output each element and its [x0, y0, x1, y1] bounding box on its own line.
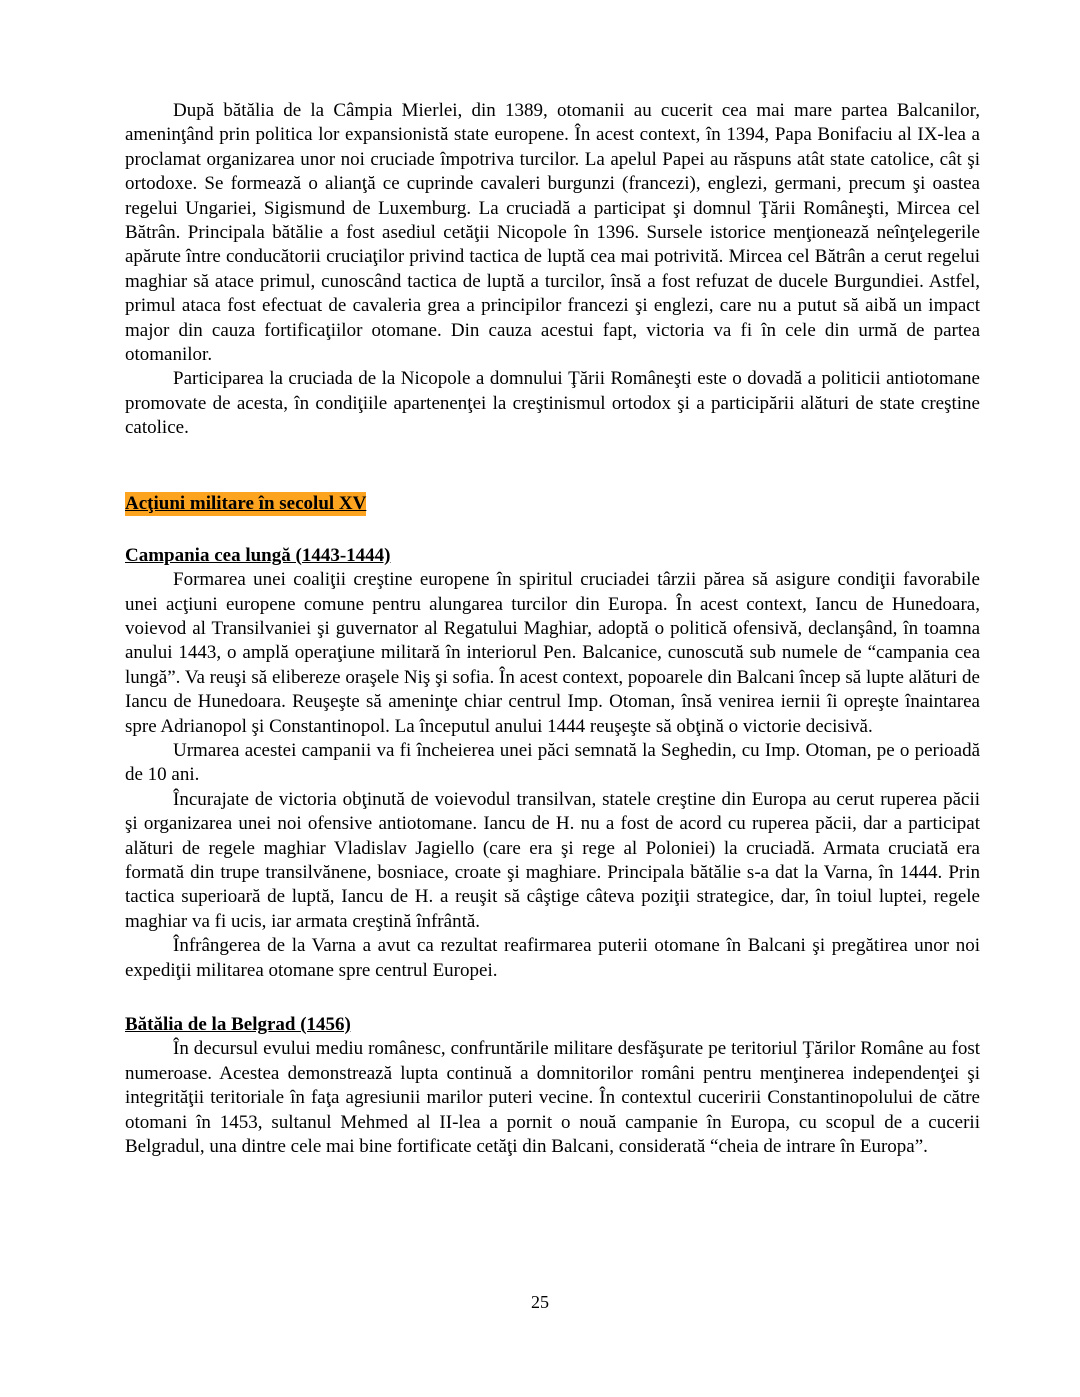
campaign-paragraph-3: Încurajate de victoria obţinută de voievodul transilvan, statele creştine din Europa au cerut ruperea păcii şi organizarea unei noi ofensive antiotomane. Iancu de H. nu a fost de acord cu ruperea păcii, dar a participat alături de regele maghiar Vladislav Jagiello (care era şi rege al Poloniei) la cruciadă. Armata cruciată era formată din trupe transilvănene, bosniace, croate şi maghiare. Principala bătălie s-a dat la Varna, în 1444. Prin tactica superioară de luptă, Iancu de H. a reuşit să câştige câteva poziţii strategice, dar, în toiul luptei, regele maghiar va fi ucis, iar armata creştină înfrântă. — [125, 788, 980, 932]
belgrade-paragraph-1: În decursul evului mediu românesc, confruntările militare desfăşurate pe teritoriul Ţărilor Române au fost numeroase. Acestea demonstrează lupta continuă a domnitorilor români pentru menţinerea independenţei şi integrităţii teritoriale în faţa agresiunii marilor puteri vecine. În contextul cuceririi Constantinopolului de către otomani în 1453, sultanul Mehmed al II-lea a pornit o nouă campanie în Europa, cu scopul de a cucerii Belgradul, una dintre cele mai bine fortificate cetăţi din Balcani, considerată “cheia de intrare în Europa”. — [125, 1038, 980, 1158]
belgrade-heading: Bătălia de la Belgrad (1456) — [125, 1014, 351, 1035]
campaign-paragraph-2: Urmarea acestei campanii va fi încheierea unei păci semnată la Seghedin, cu Imp. Otoman, pe o perioadă de 10 ani. — [125, 739, 980, 786]
section-title-highlighted: Acţiuni militare în secolul XV — [125, 492, 367, 514]
campaign-heading: Campania cea lungă (1443-1444) — [125, 544, 391, 566]
intro-paragraph-2: Participarea la cruciada de la Nicopole a domnului Ţării Româneşti este o dovadă a politicii antiotomane promovate de acesta, în condiţiile apartenenţei la creştinismul ortodox şi a participării alături de state creştine catolice. — [125, 368, 980, 439]
campaign-paragraph-1: Formarea unei coaliţii creştine europene în spiritul cruciadei târzii părea să asigure condiţii favorabile unei acţiuni europene comune pentru alungarea turcilor din Europa. În acest context, Iancu de Hunedoara, voievod al Transilvaniei şi guvernator al Regatului Maghiar, adoptă o politică ofensivă, declanşând, în toamna anului 1443, o amplă operaţiune militară în interiorul Pen. Balcanice, cunoscută sub numele de “campania cea lungă”. Va reuşi să elibereze oraşele Niş şi sofia. În acest context, popoarele din Balcani încep să lupte alături de Iancu de Hunedoara. Reuşeşte să ameninţe chiar centrul Imp. Otoman, însă venirea iernii îi opreşte înaintarea spre Adrianopol şi Constantinopol. La începutul anului 1444 reuşeşte să obţină o victorie decisivă. — [125, 569, 980, 737]
document-page — [125, 99, 980, 1159]
page-number: 25 — [531, 1292, 549, 1312]
campaign-paragraph-4: Înfrângerea de la Varna a avut ca rezultat reafirmarea puterii otomane în Balcani şi pregătirea unor noi expediţii militarea otomane spre centrul Europei. — [125, 935, 980, 981]
intro-paragraph-1: După bătălia de la Câmpia Mierlei, din 1389, otomanii au cucerit cea mai mare partea Balcanilor, ameninţând prin politica lor expansionistă state europene. În acest context, în 1394, Papa Bonifaciu al IX-lea a proclamat organizarea unor noi cruciade împotriva turcilor. La apelul Papei au răspuns atât state catolice, cât şi ortodoxe. Se formează o alianţă ce cuprinde cavaleri burgunzi (francezi), englezi, germani, precum şi oastea regelui Ungariei, Sigismund de Luxemburg. La cruciadă a participat şi domnul Ţării Româneşti, Mircea cel Bătrân. Principala bătălie a fost asediul cetăţii Nicopole în 1396. Sursele istorice menţionează neînţelegerile apărute între conducătorii cruciaţilor privind tactica de luptă cea mai potrivită. Mircea cel Bătrân a cerut regelui maghiar să atace primul, cunoscând tactica de luptă a turcilor, însă a fost refuzat de ducele Burgundiei. Astfel, primul ataca fost efectuat de cavaleria grea a principilor francezi şi englezi, care nu a putut să aibă un impact major din cauza fortificaţiilor otomane. Din cauza acestui fapt, victoria va fi în cele din urmă de partea otomanilor. — [125, 100, 980, 366]
